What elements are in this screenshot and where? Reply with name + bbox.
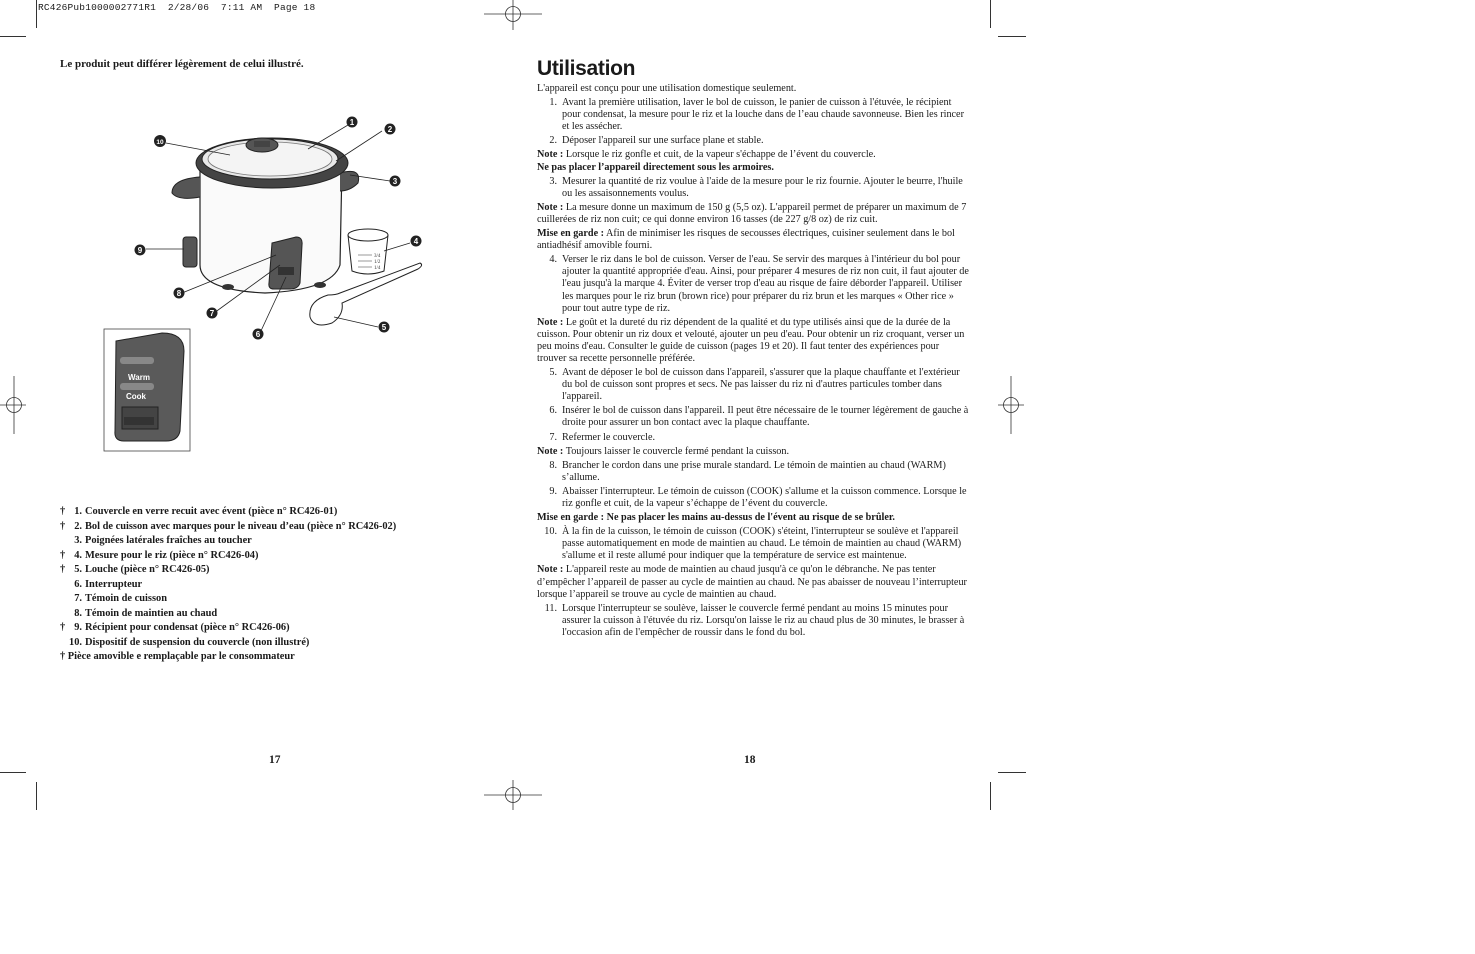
- callout-4: 4: [413, 237, 419, 246]
- crop-mark: [36, 0, 37, 28]
- step-item: 6. Insérer le bol de cuisson dans l'appareil. Il peut être nécessaire de le tourner légèrement de gauche à droite pour assurer un bon contact avec la plaque chauffante.: [549, 405, 969, 429]
- step-item: 7. Refermer le couvercle.: [549, 431, 656, 443]
- page-number-right: 18: [744, 754, 756, 766]
- note-block: Note : Le goût et la dureté du riz dépendent de la qualité et du type utilisés ainsi que de la durée de la cuisson. Pour obtenir un riz doux et velouté, ajouter un peu d'eau. Pour obtenir un riz croquant, verser un peu moins d'eau. Consulter le guide de cuisson (pages 19 et 20). Il faut tenter des expériences pour trouver sa recette personnelle préférée.: [537, 316, 965, 364]
- crop-mark: [998, 772, 1026, 773]
- registration-mark-bottom: [484, 780, 544, 812]
- registration-mark-right: [998, 376, 1026, 436]
- caution-block: Mise en garde : Afin de minimiser les risques de secousses électriques, cuisiner seulement dans le bol antiadhésif amovible fourni.: [537, 228, 955, 252]
- usage-section: [537, 56, 969, 639]
- print-slug: RC426Pub1000002771R1 2/28/06 7:11 AM Page 18: [38, 2, 316, 13]
- intro-text: L'appareil est conçu pour une utilisation domestique seulement.: [537, 83, 797, 94]
- crop-mark: [0, 36, 26, 37]
- step-item: 10. À la fin de la cuisson, le témoin de cuisson (COOK) s'éteint, l'interrupteur se soulève et l'appareil passe automatiquement en mode de maintien au chaud. Le témoin de maintien au chaud (WARM) s'allume et il reste allumé pour indiquer que la température de service est maintenue.: [544, 526, 962, 562]
- panel-warm-label: Warm: [128, 373, 150, 382]
- step-item: 8. Brancher le cordon dans une prise murale standard. Le témoin de maintien au chaud (WARM) s’allume.: [549, 459, 946, 483]
- crop-mark: [998, 36, 1026, 37]
- parts-footnote: † Pièce amovible e remplaçable par le consommateur: [60, 651, 295, 662]
- step-item: 4. Verser le riz dans le bol de cuisson. Verser de l'eau. Se servir des marques à l'intérieur du bol pour ajouter la quantité appropriée d'eau. Ainsi, pour préparer 4 mesures de riz non cuit, il faut ajouter de l'eau jusqu'à la marque 4. Éviter de verser trop d'eau au risque de faire déborder l'appareil. Utiliser les marques pour le riz brun (brown rice) pour préparer du riz brun et les marques « Other rice » pour tout autre type de riz.: [549, 254, 969, 314]
- panel-cook-label: Cook: [126, 392, 146, 401]
- parts-list-item: † 9. Récipient pour condensat (pièce n° RC426-06): [60, 622, 290, 633]
- crop-mark: [990, 782, 991, 810]
- step-item: 11. Lorsque l'interrupteur se soulève, laisser le couvercle fermé pendant au moins 15 minutes pour assurer la cuisson à l'étuvée du riz. Lorsqu'on laisse le riz au chaud plus de 30 minutes, le brasser à l'occasion afin de l'empêcher de roussir dans le fond du bol.: [544, 602, 965, 638]
- cup-mark-3: 1/4: [374, 266, 381, 271]
- crop-mark: [0, 772, 26, 773]
- step-item: 1. Avant la première utilisation, laver le bol de cuisson, le panier de cuisson à l'étuvée, le récipient pour condensat, la mesure pour le riz et la louche dans de l’eau chaude savonneuse. Bien les rincer et les assécher.: [549, 97, 964, 133]
- callout-10: 10: [156, 139, 164, 146]
- callout-3: 3: [392, 177, 398, 186]
- section-title: Utilisation: [537, 57, 636, 80]
- crop-mark: [990, 0, 991, 28]
- registration-mark-left: [0, 376, 28, 436]
- callout-8: 8: [176, 289, 182, 298]
- note-block: Note : L'appareil reste au mode de maintien au chaud jusqu'à ce qu'on le débranche. Ne pas tenter d’empêcher l’appareil de passer au cycle de maintien au chaud. Ne pas abaisser de nouveau l’interrupteur lorsque l’appareil se trouve au cycle de maintien au chaud.: [537, 564, 967, 600]
- parts-list-item: 7. Témoin de cuisson: [74, 593, 167, 604]
- cup-mark-2: 1/2: [374, 260, 381, 265]
- parts-list-item: 3. Poignées latérales fraîches au toucher: [74, 535, 252, 546]
- step-item: 3. Mesurer la quantité de riz voulue à l'aide de la mesure pour le riz fournie. Ajouter le beurre, l'huile ou les assaisonnements voulus.: [549, 175, 963, 199]
- parts-list-item: 10. Dispositif de suspension du couvercle (non illustré): [69, 636, 310, 648]
- callout-2: 2: [387, 125, 393, 134]
- step-item: 9. Abaisser l'interrupteur. Le témoin de cuisson (COOK) s'allume et la cuisson commence. Lorsque le riz gonfle et cuit, de la vapeur s’échappe de l’évent du couvercle.: [549, 485, 967, 509]
- parts-list-item: † 1. Couvercle en verre recuit avec évent (pièce n° RC426-01): [60, 506, 338, 517]
- step-item: 5. Avant de déposer le bol de cuisson dans l'appareil, s'assurer que la plaque chauffante et l'extérieur du bol de cuisson sont propres et secs. Ne pas laisser du riz ni d'autres particules tomber dans l'appareil.: [549, 367, 960, 403]
- rice-cooker-illustration: [100, 105, 440, 455]
- callout-5: 5: [381, 323, 387, 332]
- parts-list-item: 8. Témoin de maintien au chaud: [74, 607, 218, 619]
- step-item: 2. Déposer l'appareil sur une surface plane et stable.: [549, 135, 764, 147]
- callout-9: 9: [137, 246, 143, 255]
- callout-7: 7: [209, 309, 215, 318]
- parts-list-item: † 2. Bol de cuisson avec marques pour le niveau d’eau (pièce n° RC426-02): [60, 520, 397, 532]
- note-block: Note : La mesure donne un maximum de 150 g (5,5 oz). L'appareil permet de préparer un maximum de 7 cuillerées de riz non cuit; ce qui donne environ 16 tasses (de 227 g/8 oz) de riz cuit.: [537, 201, 967, 225]
- note-block: Note : Toujours laisser le couvercle fermé pendant la cuisson.: [537, 445, 790, 457]
- cup-mark-1: 3/4: [374, 254, 381, 259]
- parts-list-item: 6. Interrupteur: [74, 578, 143, 590]
- parts-list-item: † 4. Mesure pour le riz (pièce n° RC426-04): [60, 549, 259, 561]
- product-disclaimer: Le produit peut différer légèrement de celui illustré.: [60, 58, 304, 70]
- crop-mark: [36, 782, 37, 810]
- callout-1: 1: [349, 118, 355, 127]
- caution-block: Mise en garde : Ne pas placer les mains au-dessus de l'évent au risque de se brûler.: [537, 512, 895, 524]
- parts-list-item: † 5. Louche (pièce n° RC426-05): [60, 564, 210, 575]
- callout-6: 6: [255, 330, 261, 339]
- registration-mark-top: [484, 0, 544, 32]
- page-number-left: 17: [269, 754, 281, 766]
- note-block: Note : Lorsque le riz gonfle et cuit, de la vapeur s'échappe de l’évent du couvercle. Ne pas placer l’appareil directement sous les armoires.: [537, 149, 876, 173]
- parts-list: [60, 505, 460, 665]
